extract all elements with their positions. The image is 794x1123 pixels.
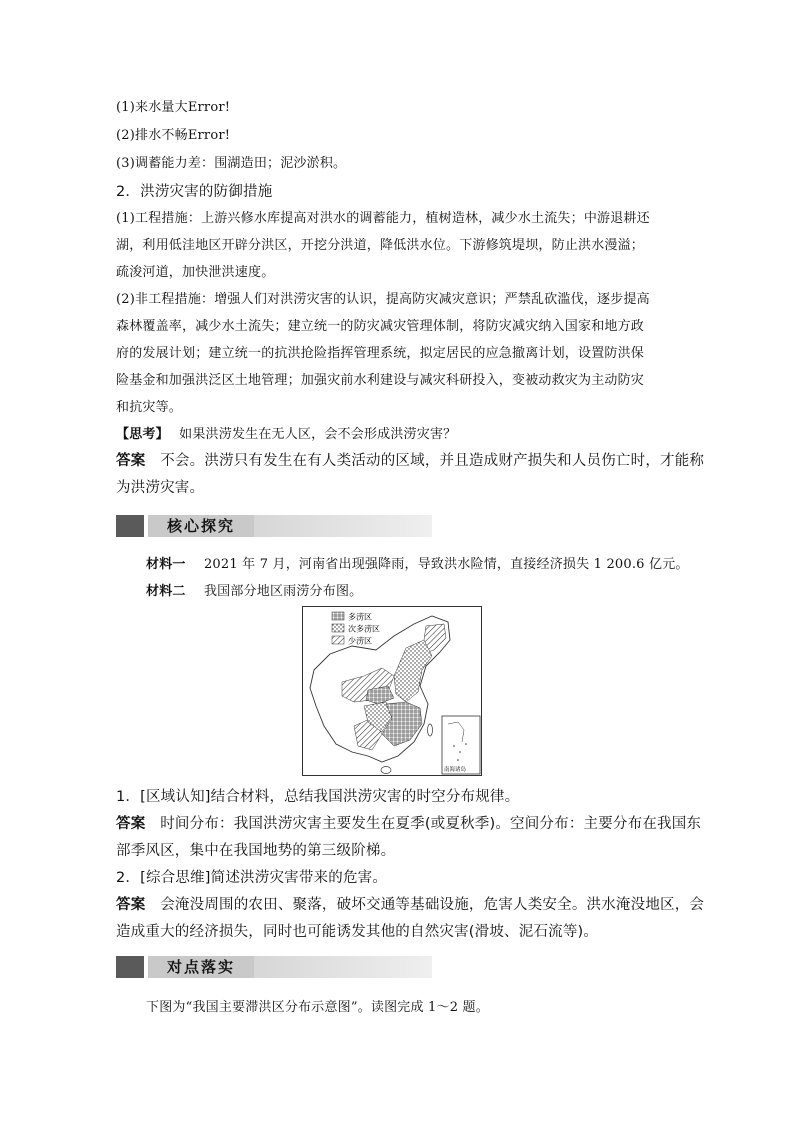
answer-text: 造成重大的经济损失，同时也可能诱发其他的自然灾害(滑坡、泥石流等)。 bbox=[116, 924, 599, 940]
text-line: 和抗灾等。 bbox=[116, 400, 183, 415]
inset-label: 南海诸岛 bbox=[444, 767, 467, 773]
text-line: 险基金和加强洪泛区土地管理；加强灾前水利建设与减灾科研投入，变被动救灾为主动防灾 bbox=[116, 373, 645, 388]
legend-label-most: 多涝区 bbox=[348, 612, 372, 622]
text-line: (1)来水量大Error! bbox=[116, 100, 231, 115]
section-title: 对点落实 bbox=[148, 956, 254, 978]
material-text: 我国部分地区雨涝分布图。 bbox=[203, 584, 363, 599]
subheading: 2．洪涝灾害的防御措施 bbox=[116, 184, 273, 200]
answer-label: 答案 bbox=[116, 453, 146, 469]
think-line bbox=[116, 423, 456, 442]
south-china-sea-inset bbox=[442, 716, 480, 774]
text-line: 湖，利用低洼地区开辟分洪区，开挖分洪道，降低洪水位。下游修筑堤坝，防止洪水漫溢； bbox=[116, 238, 645, 253]
material-text: 2021 年 7 月，河南省出现强降雨，导致洪水险情，直接经济损失 1 200.6 亿元。 bbox=[203, 557, 689, 572]
section-title: 核心探究 bbox=[148, 515, 254, 537]
text-line: 府的发展计划；建立统一的抗洪抢险指挥管理系统，拟定居民的应急撤离计划，设置防洪保 bbox=[116, 346, 645, 361]
section-header-practice bbox=[116, 956, 432, 978]
answer-1 bbox=[116, 812, 701, 833]
question-1: 1．[区域认知]结合材料，总结我国洪涝灾害的时空分布规律。 bbox=[116, 789, 520, 805]
text-line: (2)非工程措施：增强人们对洪涝灾害的认识，提高防灾减灾意识；严禁乱砍滥伐，逐步提高 bbox=[116, 292, 650, 307]
answer-label: 答案 bbox=[116, 897, 146, 913]
text-line: (3)调蓄能力差：围湖造田；泥沙淤积。 bbox=[116, 156, 347, 171]
answer-text: 时间分布：我国洪涝灾害主要发生在夏季(或夏秋季)。空间分布：主要分布在我国东 bbox=[160, 816, 702, 832]
text-line: 疏浚河道，加快泄洪速度。 bbox=[116, 265, 275, 280]
answer-2 bbox=[116, 893, 704, 914]
text-line: (2)排水不畅Error! bbox=[116, 128, 231, 143]
answer-text: 部季风区，集中在我国地势的第三级阶梯。 bbox=[116, 843, 396, 859]
legend-label-sub: 次多涝区 bbox=[348, 624, 380, 634]
text-line: (1)工程措施：上游兴修水库提高对洪水的调蓄能力，植树造林，减少水土流失；中游退耕还 bbox=[116, 211, 650, 226]
legend-swatch-sub bbox=[332, 624, 344, 632]
answer-text: 不会。洪涝只有发生在有人类活动的区域，并且造成财产损失和人员伤亡时，才能称 bbox=[160, 453, 705, 469]
think-label: 【思考】 bbox=[116, 427, 169, 442]
material-label: 材料二 bbox=[146, 584, 186, 599]
think-question: 如果洪涝发生在无人区，会不会形成洪涝灾害？ bbox=[179, 427, 457, 442]
legend-swatch-most bbox=[332, 612, 344, 620]
section-header-core bbox=[116, 515, 432, 537]
flood-distribution-map bbox=[302, 606, 482, 776]
answer-text: 会淹没周围的农田、聚落，破坏交通等基础设施，危害人类安全。洪水淹没地区，会 bbox=[160, 897, 705, 913]
legend-swatch-less bbox=[332, 636, 344, 644]
material-one bbox=[146, 553, 689, 572]
material-two bbox=[146, 580, 362, 599]
material-label: 材料一 bbox=[146, 557, 186, 572]
answer-line bbox=[116, 449, 704, 470]
answer-text: 为洪涝灾害。 bbox=[116, 480, 205, 496]
question-2: 2．[综合思维]简述洪涝灾害带来的危害。 bbox=[116, 870, 388, 886]
text-line: 森林覆盖率，减少水土流失；建立统一的防灾减灾管理体制，将防灾减灾纳入国家和地方政 bbox=[116, 319, 645, 334]
practice-intro: 下图为“我国主要滞洪区分布示意图”。读图完成 1～2 题。 bbox=[146, 1000, 489, 1015]
answer-label: 答案 bbox=[116, 816, 146, 832]
legend-label-less: 少涝区 bbox=[348, 636, 372, 646]
